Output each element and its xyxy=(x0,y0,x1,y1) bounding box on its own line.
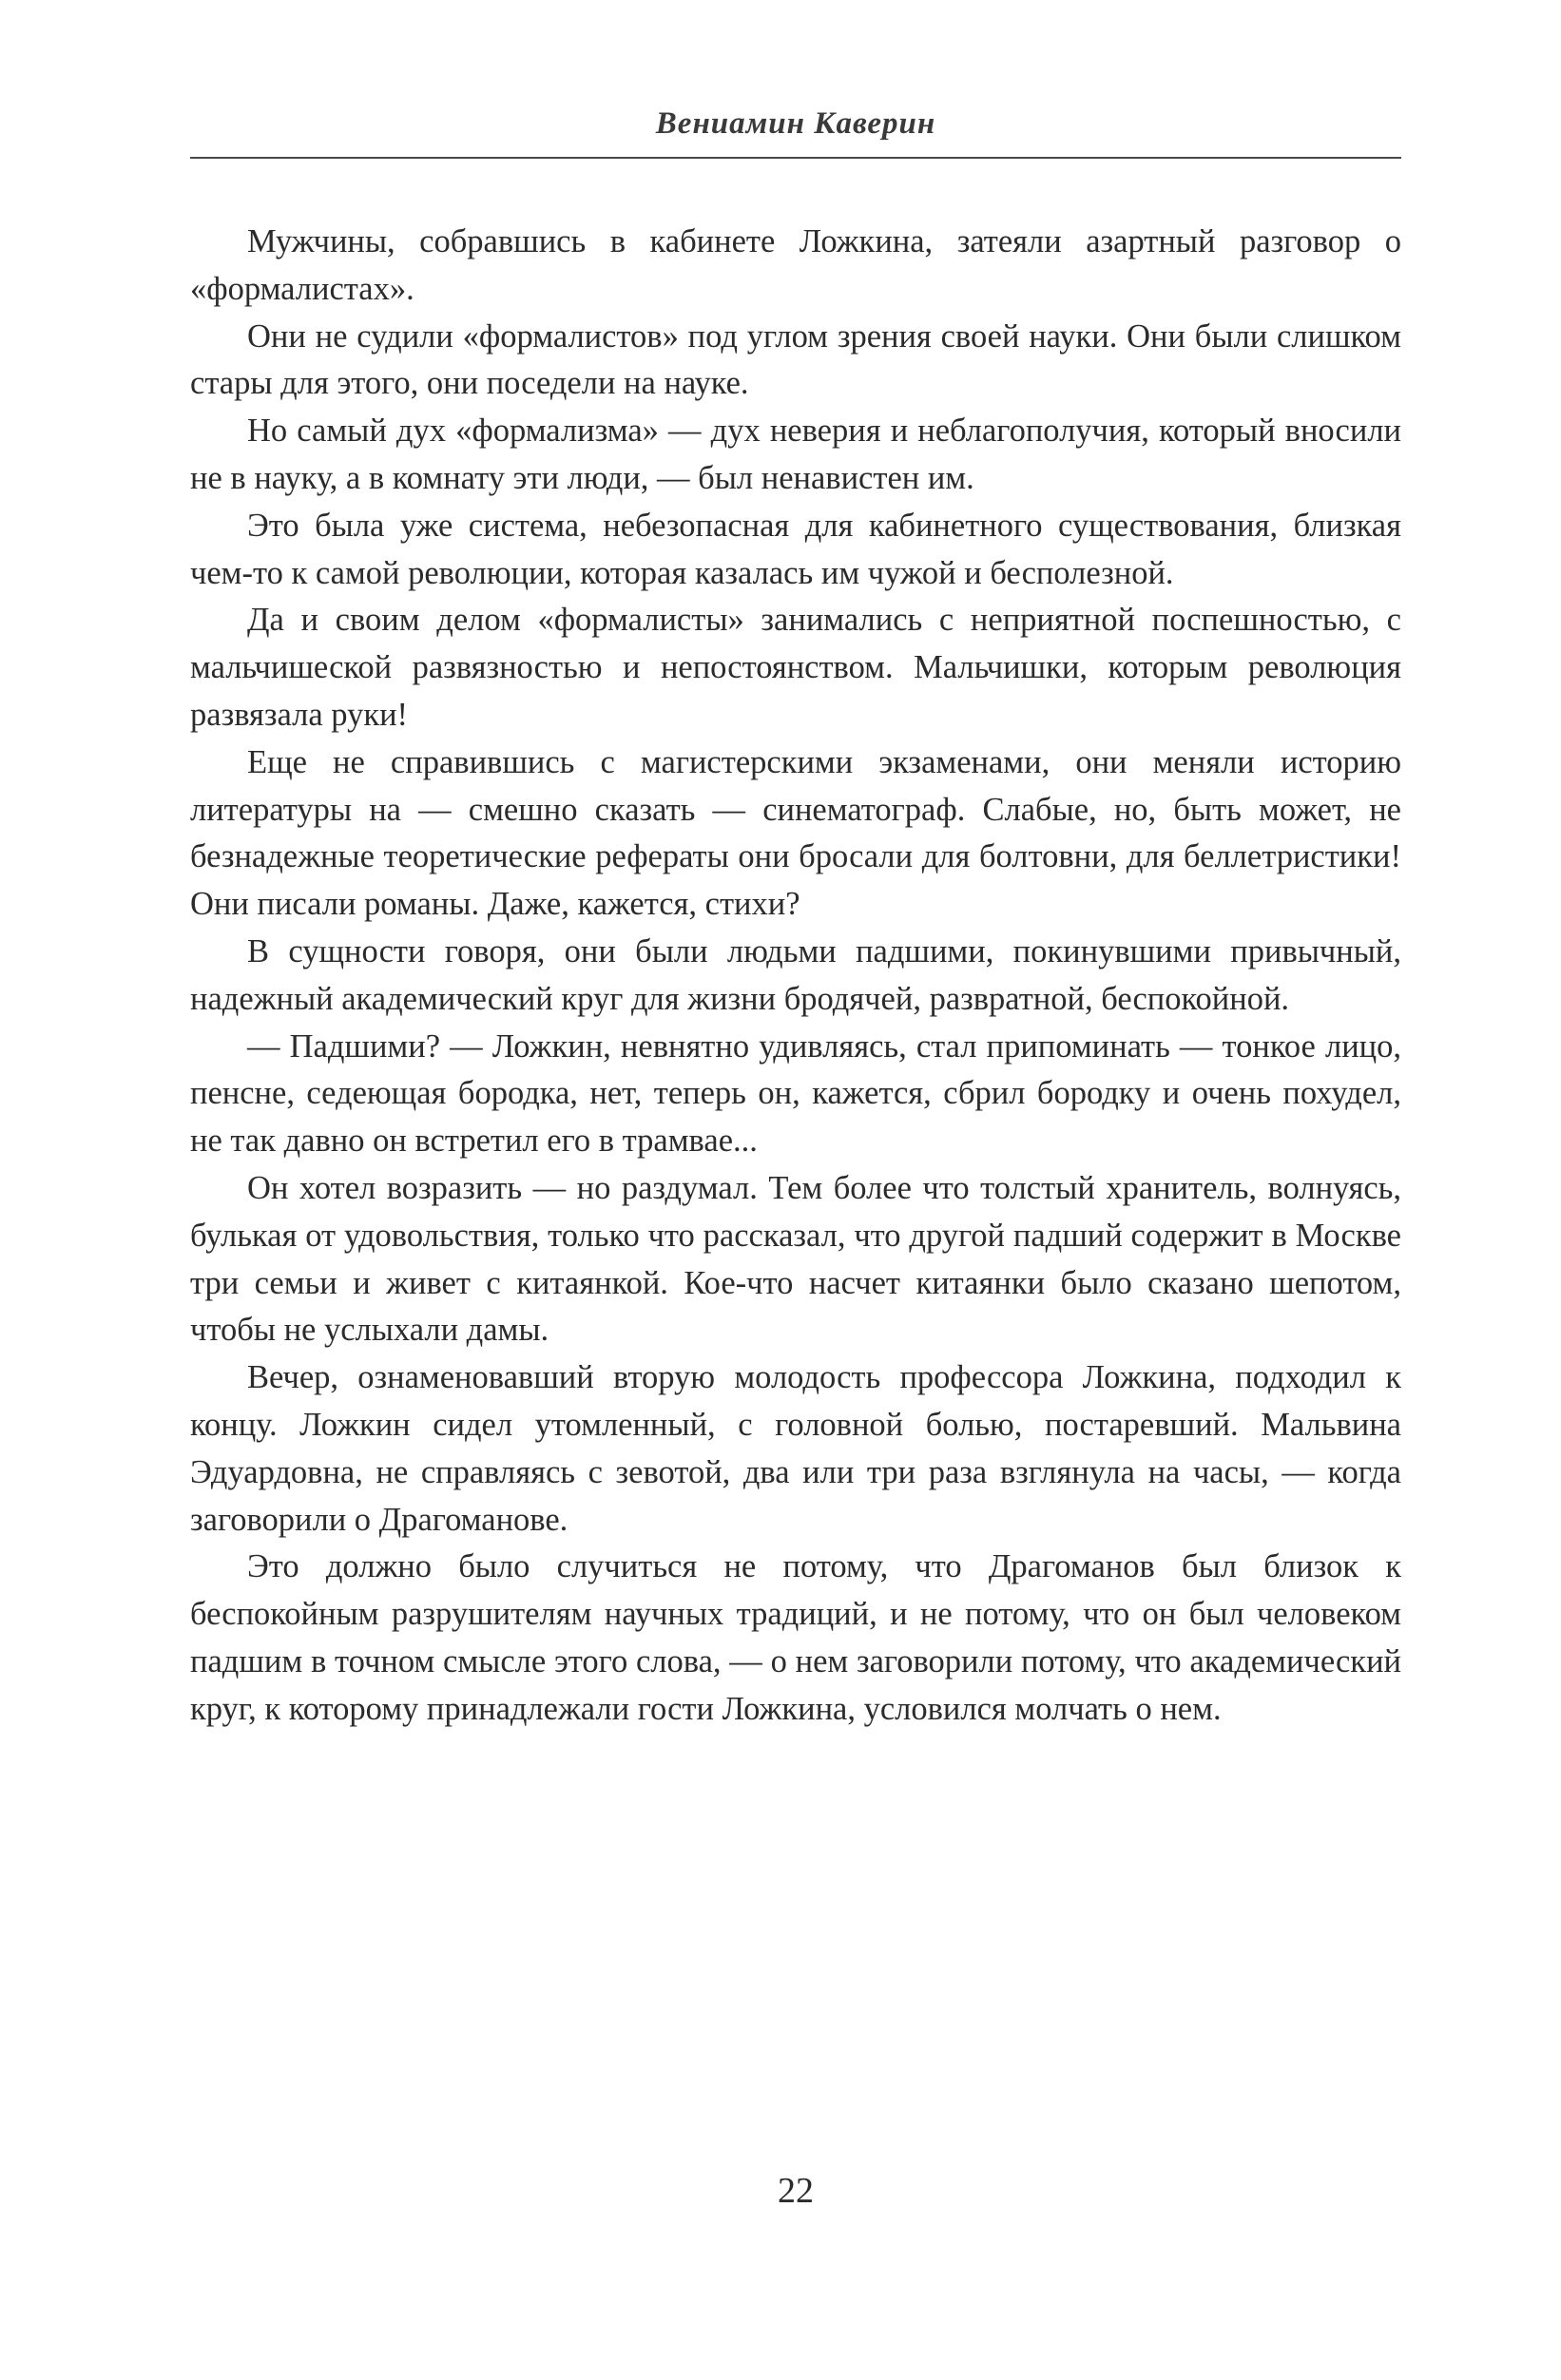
text-body xyxy=(190,219,1401,1734)
paragraph-7: В сущности говоря, они были людьми падшими, покинувшими привычный, надежный академический круг для жизни бродячей, развратной, беспокойной. xyxy=(190,932,1401,1017)
paragraph-5: Да и своим делом «формалисты» занимались с неприятной поспешностью, с мальчишеской развязностью и непостоянством. Мальчишки, которым революция развязала руки! xyxy=(190,602,1401,733)
paragraph-11: Это должно было случиться не потому, что Драгоманов был близок к беспокойным разрушителям научных традиций, и не потому, что он был человеком падшим в точном смысле этого слова, — о нем заговорили потому, что академический круг, к которому принадлежали гости Ложкина, условился молчать о нем. xyxy=(190,1548,1401,1727)
running-head-author: Вениамин Каверин xyxy=(655,106,936,141)
paragraph-9: Он хотел возразить — но раздумал. Тем более что толстый хранитель, волнуясь, булькая от удовольствия, только что рассказал, что другой падший содержит в Москве три семьи и живет с китаянкой. Кое-что насчет китаянки было сказано шепотом, чтобы не услыхали дамы. xyxy=(190,1169,1401,1349)
paragraph-2: Они не судили «формалистов» под углом зрения своей науки. Они были слишком стары для этого, они поседели на науке. xyxy=(190,317,1401,402)
paragraph-8: — Падшими? — Ложкин, невнятно удивляясь, стал припоминать — тонкое лицо, пенсне, седеющая бородка, нет, теперь он, кажется, сбрил бородку и очень похудел, не так давно он встретил его в трамвае... xyxy=(190,1027,1401,1160)
paragraph-1: Мужчины, собравшись в кабинете Ложкина, затеяли азартный разговор о «формалистах». xyxy=(190,223,1401,307)
paragraph-4: Это была уже система, небезопасная для кабинетного существования, близкая чем-то к самой революции, которая казалась им чужой и бесполезной. xyxy=(190,507,1401,591)
paragraph-6: Еще не справившись с магистерскими экзаменами, они меняли историю литературы на — смешно сказать — синематограф. Слабые, но, быть может, не безнадежные теоретические рефераты они бросали для болтовни, для беллетристики! Они писали романы. Даже, кажется, стихи? xyxy=(190,743,1401,923)
paragraph-3: Но самый дух «формализма» — дух неверия и неблагополучия, который вносили не в науку, а в комнату эти люди, — был ненавистен им. xyxy=(190,413,1401,496)
page-number: 22 xyxy=(778,2171,814,2211)
paragraph-10: Вечер, ознаменовавший вторую молодость профессора Ложкина, подходил к концу. Ложкин сидел утомленный, с головной болью, постаревший. Мальвина Эдуардовна, не справляясь с зевотой, два или три раза взглянула на часы, — когда заговорили о Драгоманове. xyxy=(190,1359,1401,1538)
header-rule xyxy=(190,157,1401,159)
